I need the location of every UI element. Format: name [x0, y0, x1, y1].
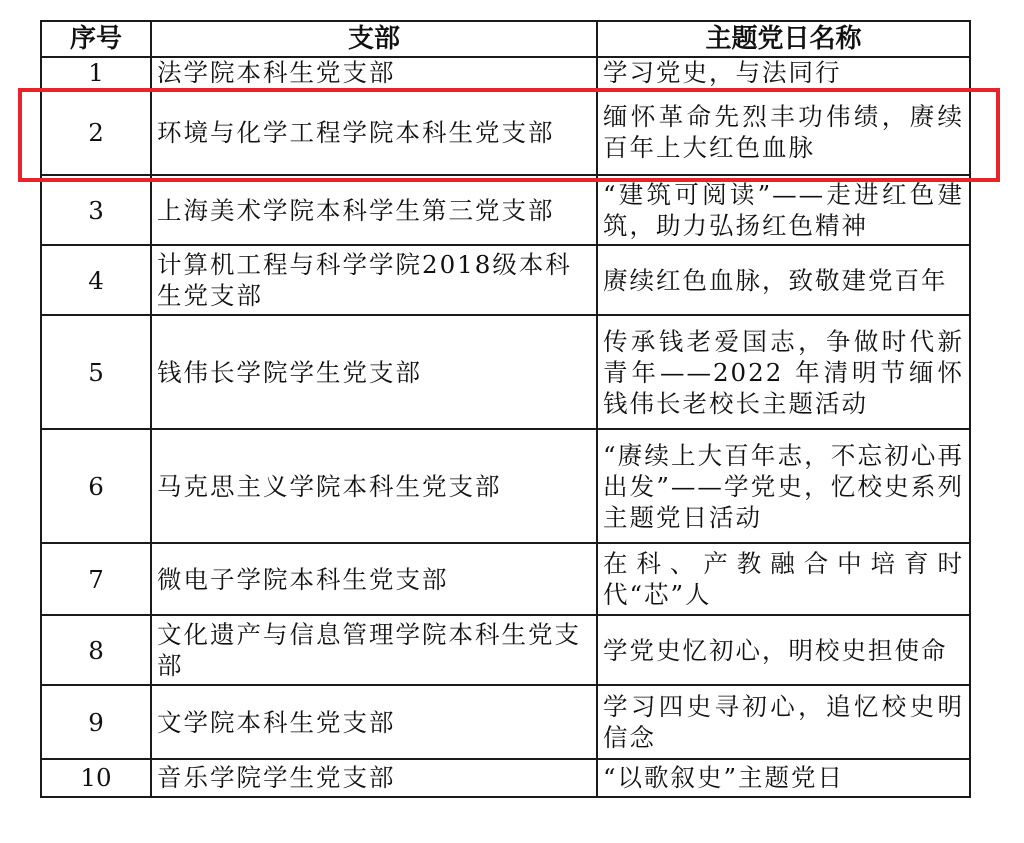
row-branch: 微电子学院本科生党支部 — [151, 543, 597, 615]
row-theme: “建筑可阅读”——走进红色建筑，助力弘扬红色精神 — [597, 175, 970, 245]
row-branch: 上海美术学院本科学生第三党支部 — [151, 175, 597, 245]
table-row — [41, 429, 970, 543]
row-theme: 学习党史，与法同行 — [597, 57, 970, 89]
row-theme: 赓续红色血脉，致敬建党百年 — [597, 245, 970, 315]
header-branch: 支部 — [151, 21, 597, 57]
row-index: 5 — [41, 315, 151, 429]
row-index: 3 — [41, 175, 151, 245]
row-index: 6 — [41, 429, 151, 543]
table-row — [41, 315, 970, 429]
row-branch: 钱伟长学院学生党支部 — [151, 315, 597, 429]
row-theme: 在科、产教融合中培育时代“芯”人 — [597, 543, 970, 615]
row-branch: 法学院本科生党支部 — [151, 57, 597, 89]
table-row — [41, 615, 970, 685]
table-row-highlighted — [41, 89, 970, 175]
table-row — [41, 175, 970, 245]
row-theme: 传承钱老爱国志，争做时代新青年——2022 年清明节缅怀钱伟长老校长主题活动 — [597, 315, 970, 429]
row-branch: 环境与化学工程学院本科生党支部 — [151, 89, 597, 175]
row-index: 8 — [41, 615, 151, 685]
row-theme: 缅怀革命先烈丰功伟绩，赓续百年上大红色血脉 — [597, 89, 970, 175]
row-branch: 文学院本科生党支部 — [151, 685, 597, 759]
row-branch: 计算机工程与科学学院2018级本科生党支部 — [151, 245, 597, 315]
party-day-table — [40, 20, 971, 798]
row-branch: 文化遗产与信息管理学院本科生党支部 — [151, 615, 597, 685]
row-theme: “以歌叙史”主题党日 — [597, 759, 970, 797]
row-index: 4 — [41, 245, 151, 315]
row-index: 7 — [41, 543, 151, 615]
table-row — [41, 685, 970, 759]
row-theme: “赓续上大百年志，不忘初心再出发”——学党史，忆校史系列主题党日活动 — [597, 429, 970, 543]
table-row — [41, 543, 970, 615]
table-header-row — [41, 21, 970, 57]
table-row — [41, 759, 970, 797]
table-row — [41, 245, 970, 315]
row-branch: 音乐学院学生党支部 — [151, 759, 597, 797]
row-branch: 马克思主义学院本科生党支部 — [151, 429, 597, 543]
row-theme: 学党史忆初心，明校史担使命 — [597, 615, 970, 685]
row-index: 10 — [41, 759, 151, 797]
row-index: 9 — [41, 685, 151, 759]
row-theme: 学习四史寻初心，追忆校史明信念 — [597, 685, 970, 759]
row-index: 2 — [41, 89, 151, 175]
header-index: 序号 — [41, 21, 151, 57]
row-index: 1 — [41, 57, 151, 89]
table-row — [41, 57, 970, 89]
header-theme: 主题党日名称 — [597, 21, 970, 57]
